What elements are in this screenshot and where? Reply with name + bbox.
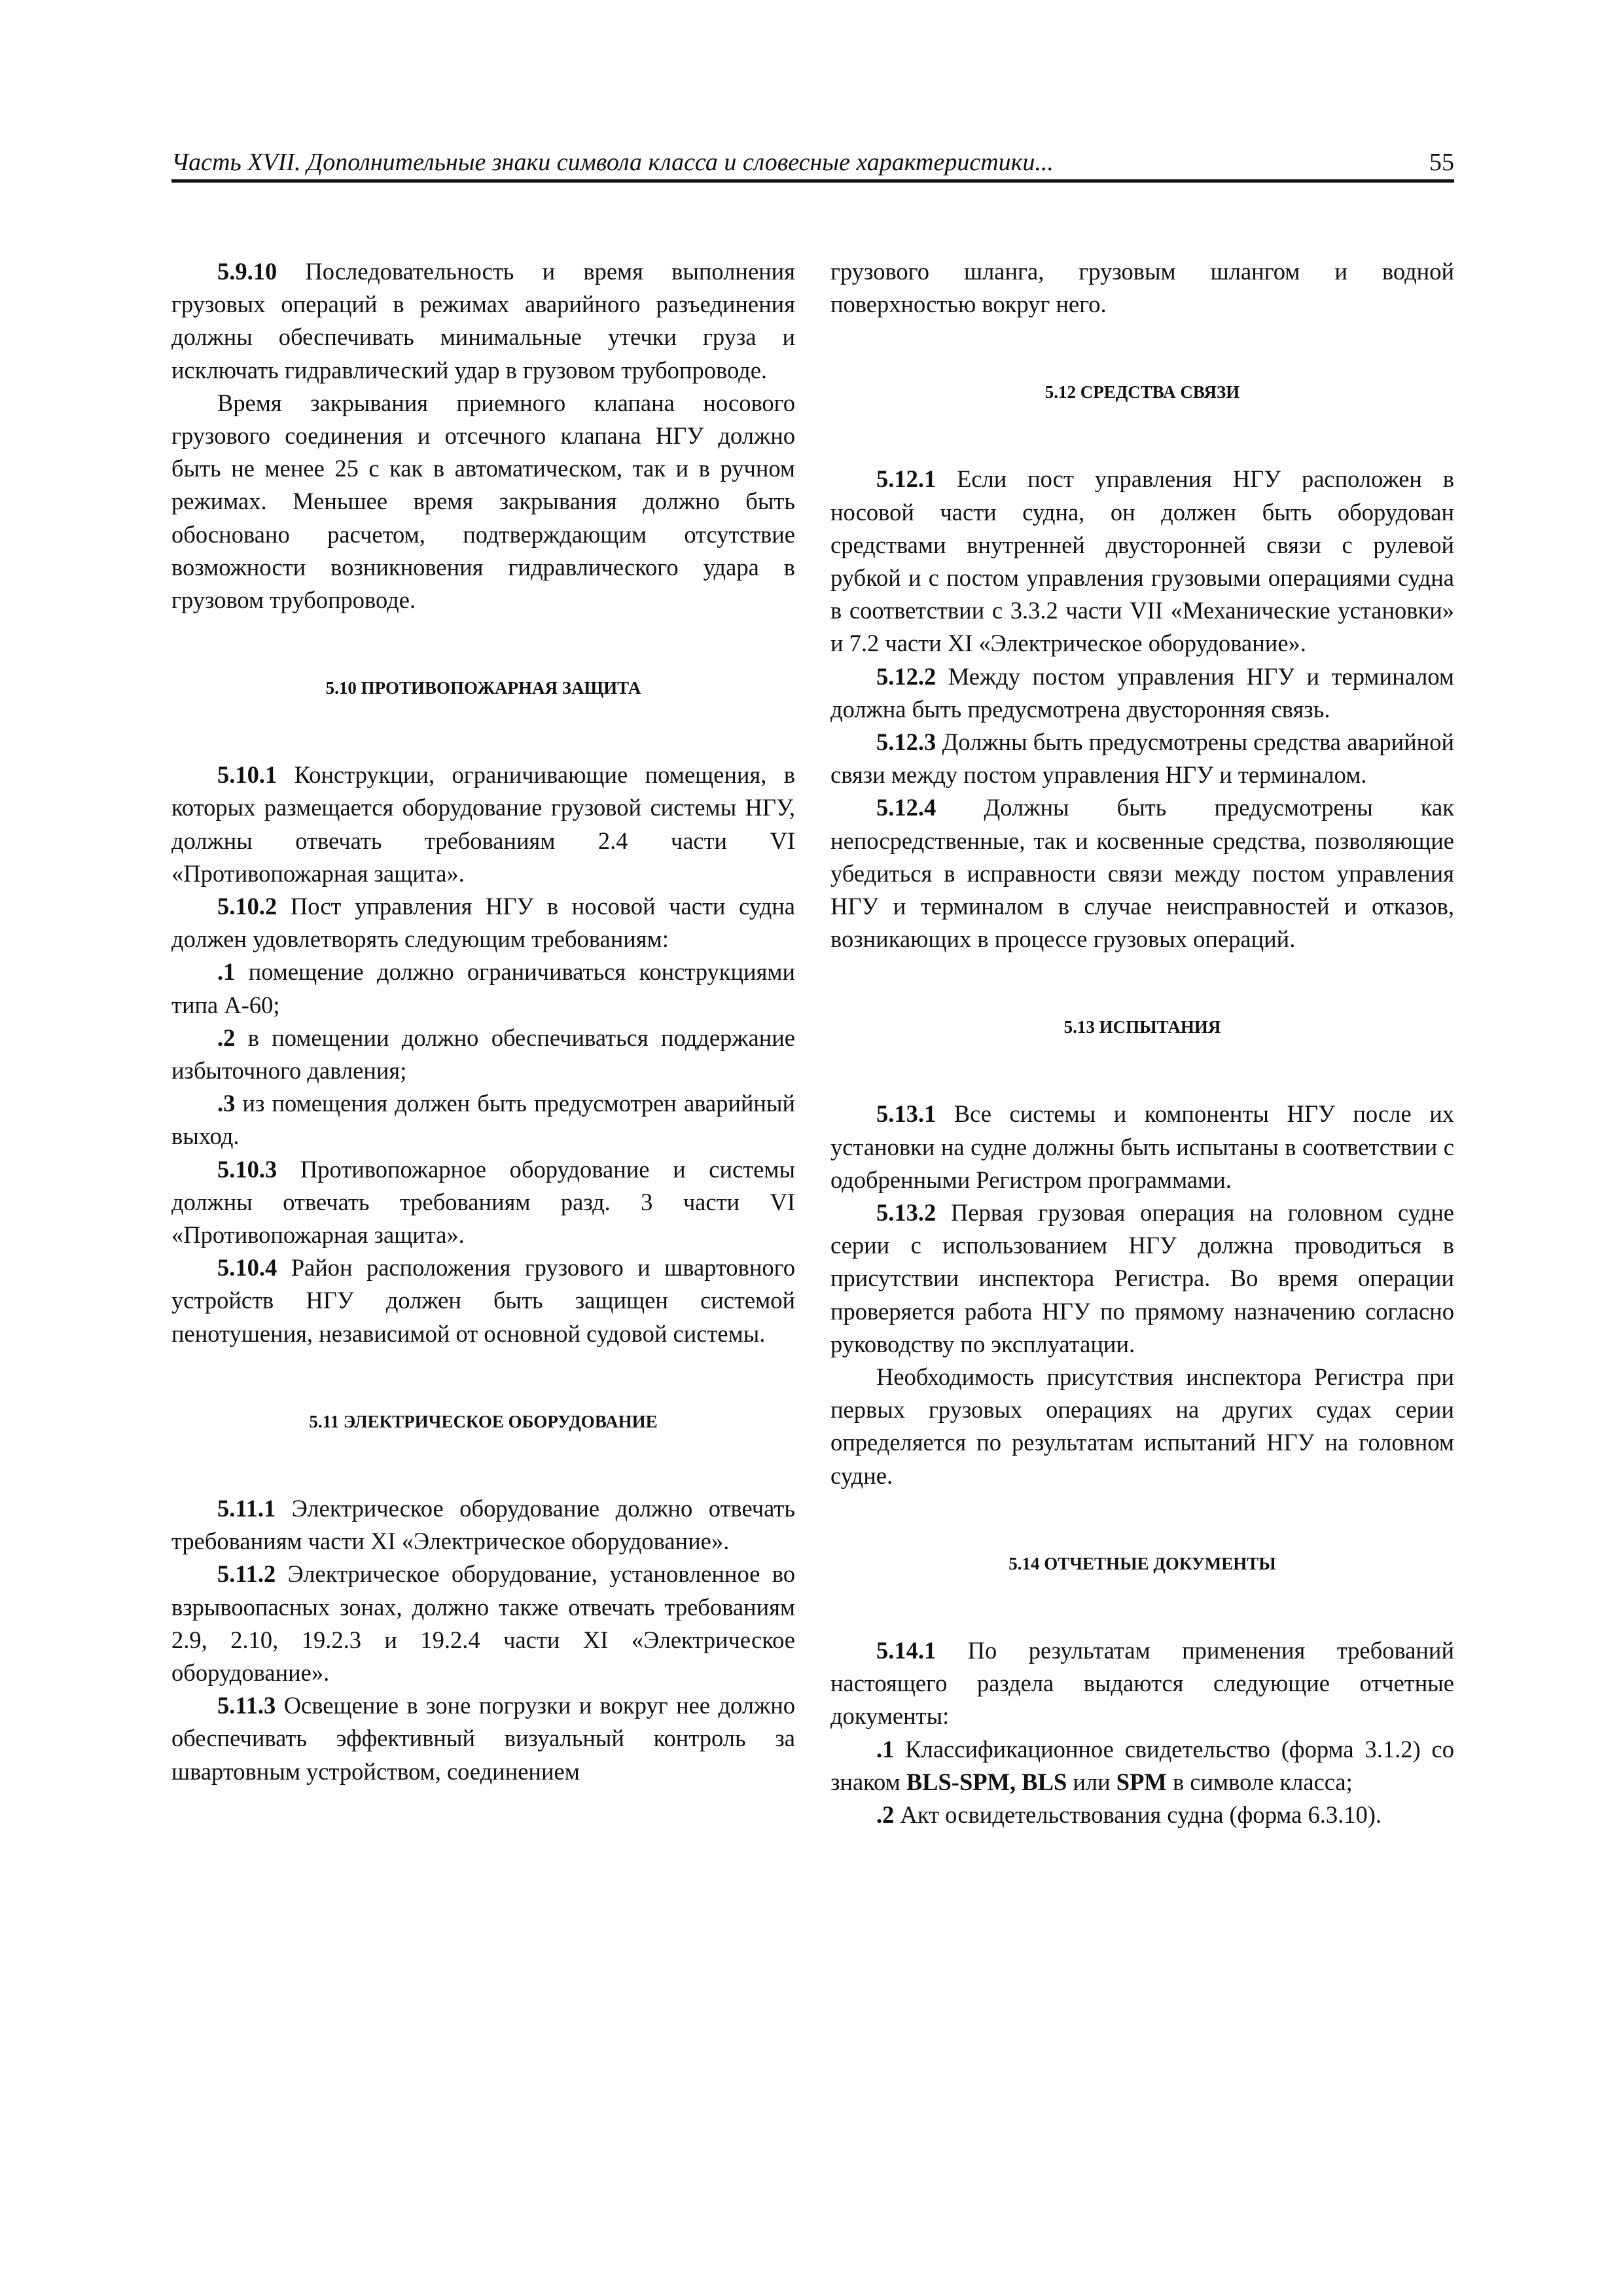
list-item-number: .1 [217, 958, 236, 986]
paragraph-5-13-2 [830, 1196, 1454, 1361]
clause-number: 5.12.4 [876, 794, 936, 821]
paragraph-text: По результатам применения требований настоящего раздела выдаются следующие отчетные документы: [830, 1636, 1454, 1730]
paragraph-text: Все системы и компоненты НГУ после их установки на судне должны быть испытаны в соответствии с одобренными Регистром программами. [830, 1100, 1454, 1193]
paragraph-text: Первая грузовая операция на головном судне серии с использованием НГУ должна проводиться в присутствии инспектора Регистра. Во время операции проверяется работа НГУ по прямому назначению согласно руководству по эксплуатации. [830, 1199, 1454, 1357]
paragraph-text: Должны быть предусмотрены как непосредственные, так и косвенные средства, позволяющие убедиться в исправности связи между постом управления НГУ и терминалом в случае неисправностей и отказов, возникающих в процессе грузовых операций. [830, 794, 1454, 953]
paragraph-text: Последовательность и время выполнения грузовых операций в режимах аварийного разъединения должны обеспечивать минимальные утечки груза и исключать гидравлический удар в грузовом трубопроводе. [171, 258, 795, 384]
paragraph-text: Электрическое оборудование, установленное во взрывоопасных зонах, должно также отвечать требованиям 2.9, 2.10, 19.2.3 и 19.2.4 части XI «Электрическое оборудование». [171, 1560, 795, 1686]
paragraph-5-10-4 [171, 1251, 795, 1350]
class-notation: SPM [1116, 1768, 1167, 1795]
clause-number: 5.14.1 [876, 1636, 936, 1664]
clause-number: 5.12.2 [876, 662, 936, 690]
left-column [171, 255, 795, 1788]
page-number: 55 [1429, 149, 1454, 176]
paragraph-text: Конструкции, ограничивающие помещения, в которых размещается оборудование грузовой системы НГУ, должны отвечать требованиям 2.4 части VI «Противопожарная защита». [171, 761, 795, 887]
class-notation: BLS-SPM, BLS [906, 1768, 1067, 1795]
clause-number: 5.10.4 [217, 1254, 277, 1282]
section-heading-5-13: 5.13 ИСПЫТАНИЯ [1063, 1017, 1221, 1037]
list-item-1 [171, 956, 795, 1021]
paragraph-5-14-1 [830, 1634, 1454, 1733]
paragraph-text: Пост управления НГУ в носовой части судна должен удовлетворять следующим требованиям: [171, 893, 795, 953]
section-heading-5-11: 5.11 ЭЛЕКТРИЧЕСКОЕ ОБОРУДОВАНИЕ [309, 1411, 658, 1431]
clause-number: 5.10.3 [217, 1155, 277, 1183]
paragraph-5-11-1 [171, 1492, 795, 1558]
document-item-1 [830, 1733, 1454, 1799]
paragraph-text: Район расположения грузового и швартовного устройств НГУ должен быть защищен системой пенотушения, независимой от основной судовой системы. [171, 1254, 795, 1347]
paragraph-5-12-4 [830, 791, 1454, 956]
list-item-text: из помещения должен быть предусмотрен аварийный выход. [171, 1090, 795, 1150]
paragraph-5-12-2 [830, 660, 1454, 726]
list-item-number: .3 [217, 1090, 236, 1117]
list-item-text: Классификационное свидетельство (форма 3.1.2) со знаком [830, 1735, 1454, 1795]
clause-number: 5.12.1 [876, 465, 936, 493]
paragraph-5-10-2 [171, 890, 795, 956]
section-heading-5-14: 5.14 ОТЧЕТНЫЕ ДОКУМЕНТЫ [1008, 1553, 1276, 1573]
clause-number: 5.12.3 [876, 728, 936, 756]
running-header-title: Часть XVII. Дополнительные знаки символа класса и словесные характеристики... [171, 149, 1054, 176]
list-item-text: Акт освидетельствования судна (форма 6.3.10). [894, 1801, 1382, 1828]
paragraph-5-12-3 [830, 726, 1454, 791]
clause-number: 5.11.2 [217, 1560, 276, 1588]
paragraph-text: Освещение в зоне погрузки и вокруг нее должно обеспечивать эффективный визуальный контроль за швартовным устройством, соединением [171, 1692, 795, 1785]
list-item-3 [171, 1087, 795, 1153]
clause-number: 5.10.1 [217, 761, 277, 789]
clause-number: 5.13.1 [876, 1100, 936, 1128]
paragraph-text: Должны быть предусмотрены средства аварийной связи между постом управления НГУ и терминалом. [830, 728, 1454, 789]
list-item-text: помещение должно ограничиваться конструкциями типа А-60; [171, 958, 795, 1018]
clause-number: 5.10.2 [217, 893, 277, 920]
running-header [171, 145, 1454, 183]
list-item-number: .2 [876, 1801, 895, 1828]
clause-number: 5.11.3 [217, 1692, 276, 1719]
paragraph-continuation: грузового шланга, грузовым шлангом и водной поверхностью вокруг него. [830, 258, 1454, 318]
section-heading-5-12: 5.12 СРЕДСТВА СВЯЗИ [1044, 382, 1240, 403]
section-heading-5-10: 5.10 ПРОТИВОПОЖАРНАЯ ЗАЩИТА [325, 678, 641, 698]
paragraph-5-12-1 [830, 463, 1454, 660]
paragraph-5-11-2 [171, 1558, 795, 1689]
list-item-number: .2 [217, 1024, 236, 1051]
list-item-2 [171, 1022, 795, 1087]
paragraph-5-13-1 [830, 1098, 1454, 1196]
paragraph-5-11-3 [171, 1689, 795, 1788]
clause-number: 5.9.10 [217, 258, 277, 285]
paragraph-5-13-2-inspector: Необходимость присутствия инспектора Регистра при первых грузовых операциях на других судах серии определяется по результатам испытаний НГУ на головном судне. [830, 1363, 1454, 1489]
clause-number: 5.13.2 [876, 1199, 936, 1227]
paragraph-text: Между постом управления НГУ и терминалом должна быть предусмотрена двусторонняя связь. [830, 662, 1454, 723]
list-item-text: или [1067, 1768, 1116, 1795]
paragraph-text: Если пост управления НГУ расположен в носовой части судна, он должен быть оборудован средствами внутренней двусторонней связи с рулевой рубкой и с постом управления грузовыми операциями судна в соответствии с 3.3.2 части VII «Механические установки» и 7.2 части XI «Электрическое оборудование». [830, 465, 1454, 657]
paragraph-5-10-1 [171, 759, 795, 890]
document-item-2 [830, 1799, 1454, 1831]
right-column [830, 255, 1454, 1831]
clause-number: 5.11.1 [217, 1494, 276, 1522]
list-item-text: в помещении должно обеспечиваться поддержание избыточного давления; [171, 1024, 795, 1085]
paragraph-5-10-3 [171, 1153, 795, 1252]
paragraph-5-9-10 [171, 255, 795, 387]
paragraph-text: Электрическое оборудование должно отвечать требованиям части XI «Электрическое оборудование». [171, 1494, 795, 1555]
list-item-text: в символе класса; [1166, 1768, 1353, 1795]
list-item-number: .1 [876, 1735, 895, 1763]
paragraph-text: Противопожарное оборудование и системы должны отвечать требованиям разд. 3 части VI «Противопожарная защита». [171, 1155, 795, 1249]
paragraph-5-9-10-closing-time: Время закрывания приемного клапана носового грузового соединения и отсечного клапана НГУ должно быть не менее 25 с как в автоматическом, так и в ручном режимах. Меньшее время закрывания должно быть обосновано расчетом, подтверждающим отсутствие возможности возникновения гидравлического удара в грузовом трубопроводе. [171, 389, 795, 614]
